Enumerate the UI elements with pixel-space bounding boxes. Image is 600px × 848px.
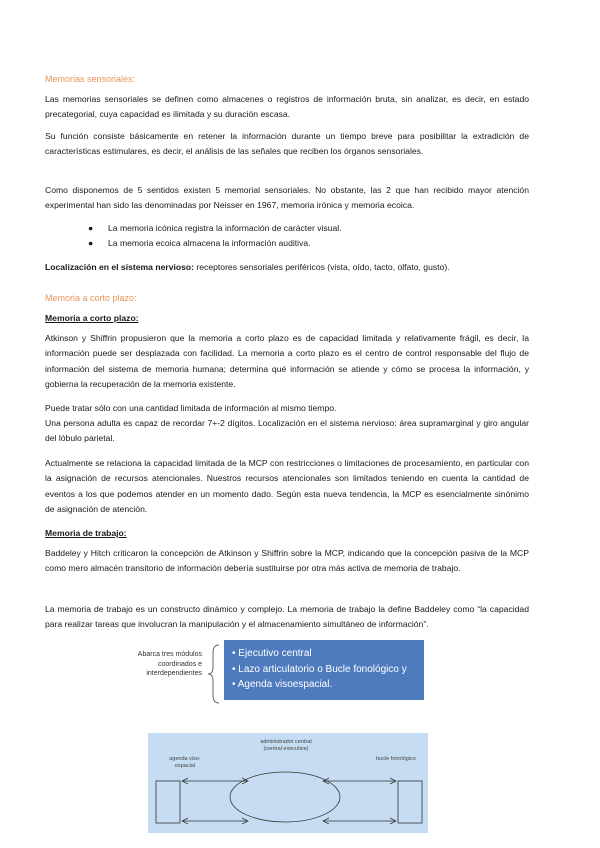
heading-memoria-corto-plazo: Memoria a corto plazo: — [45, 293, 137, 303]
paragraph-sensorial-3: Como disponemos de 5 sentidos existen 5 memorial sensoriales. No obstante, las 2 que han recibido mayor atención experimental han sido las denominadas por Neisser en 1967, memoria irónica y memoria ecoica. — [45, 185, 529, 211]
diagram-left-label: agenda viso-espacial — [169, 756, 201, 769]
central-executive-ellipse — [230, 772, 340, 822]
paragraph-localizacion — [45, 260, 529, 275]
paragraph-trabajo-2: La memoria de trabajo es un constructo dinámico y complejo. La memoria de trabajo la define Baddeley como “la capacidad para realizar tareas que involucran la manipulación y el almacenamiento simultáneo de información”. — [45, 604, 529, 630]
paragraph-mcp-2a: Puede tratar sólo con una cantidad limitada de información al mismo tiempo. — [45, 403, 337, 413]
localizacion-text: receptores sensoriales periféricos (vista, oído, tacto, olfato, gusto). — [194, 262, 450, 272]
paragraph-mcp-1: Atkinson y Shiffrin propusieron que la memoria a corto plazo es de capacidad limitada y relativamente frágil, es decir, la información puede ser desplazada con facilidad. La memoria a corto plazo es el centro de control responsable del flujo de información del sistema de memoria humana; determina qué información se atiende y cómo se procesa la información, y gobierna la recuperación de la memoria existente. — [45, 333, 529, 390]
paragraph-trabajo-1: Baddeley y Hitch criticaron la concepción de Atkinson y Shiffrin sobre la MCP, indicando que la concepción pasiva de la MCP como mero almacén transitorio de información debería sustituirse por otra más activa de memoria de trabajo. — [45, 548, 529, 574]
left-store-box — [156, 781, 180, 823]
paragraph-mcp-3: Actualmente se relaciona la capacidad limitada de la MCP con restricciones o limitaciones de procesamiento, en particular con la asignación de recursos atencionales. Nuestros recursos atencionales son limitados teniendo en cuenta la cantidad de eventos a los que podemos atender en un momento dado. Según esta nueva tendencia, la MCP es esencialmente sinónimo de asignación de atención. — [45, 458, 529, 515]
brace-label: Abarca tres módulos coordinados e interdependientes — [137, 651, 202, 678]
paragraph-sensorial-2: Su función consiste básicamente en retener la información durante un tiempo breve para posibilitar la extradición de características estimulares, es decir, el análisis de las señales que reciben los órganos sensoriales. — [45, 131, 529, 157]
bullet-icon: ● — [88, 223, 94, 233]
module-item: • Lazo articulatorio o Bucle fonológico y — [232, 663, 407, 675]
diagram-arrows — [182, 778, 396, 824]
subheading-memoria-corto-plazo: Memoria a corto plazo: — [45, 313, 139, 323]
heading-memorias-sensoriales: Memorias sensoriales: — [45, 74, 136, 84]
paragraph-sensorial-1: Las memorias sensoriales se definen como almacenes o registros de información bruta, sin analizar, es decir, en estado precategorial, cuya capacidad es ilimitada y su duración escasa. — [45, 94, 529, 120]
modules-box — [224, 640, 424, 700]
bullet-item: ● La memoria ecoica almacena la información auditiva. — [88, 238, 311, 248]
module-item: • Ejecutivo central — [232, 648, 312, 659]
right-store-box — [398, 781, 422, 823]
working-memory-diagram — [148, 733, 428, 833]
module-item: • Agenda visoespacial. — [232, 679, 333, 690]
bullet-icon: ● — [88, 238, 94, 248]
diagram-right-label: bucle fonológico — [376, 756, 416, 762]
bullet-item: ● La memoria icónica registra la información de carácter visual. — [88, 223, 342, 233]
localizacion-label: Localización en el sistema nervioso: — [45, 262, 195, 272]
curly-brace-icon — [205, 643, 223, 705]
subheading-memoria-trabajo: Memoria de trabajo: — [45, 528, 127, 538]
diagram-center-label: administrador central (central executive) — [260, 739, 312, 752]
paragraph-mcp-2b: Una persona adulta es capaz de recordar 7+-2 dígitos. Localización en el sistema nervioso: área supramarginal y giro angular del lóbulo parietal. — [45, 418, 529, 444]
